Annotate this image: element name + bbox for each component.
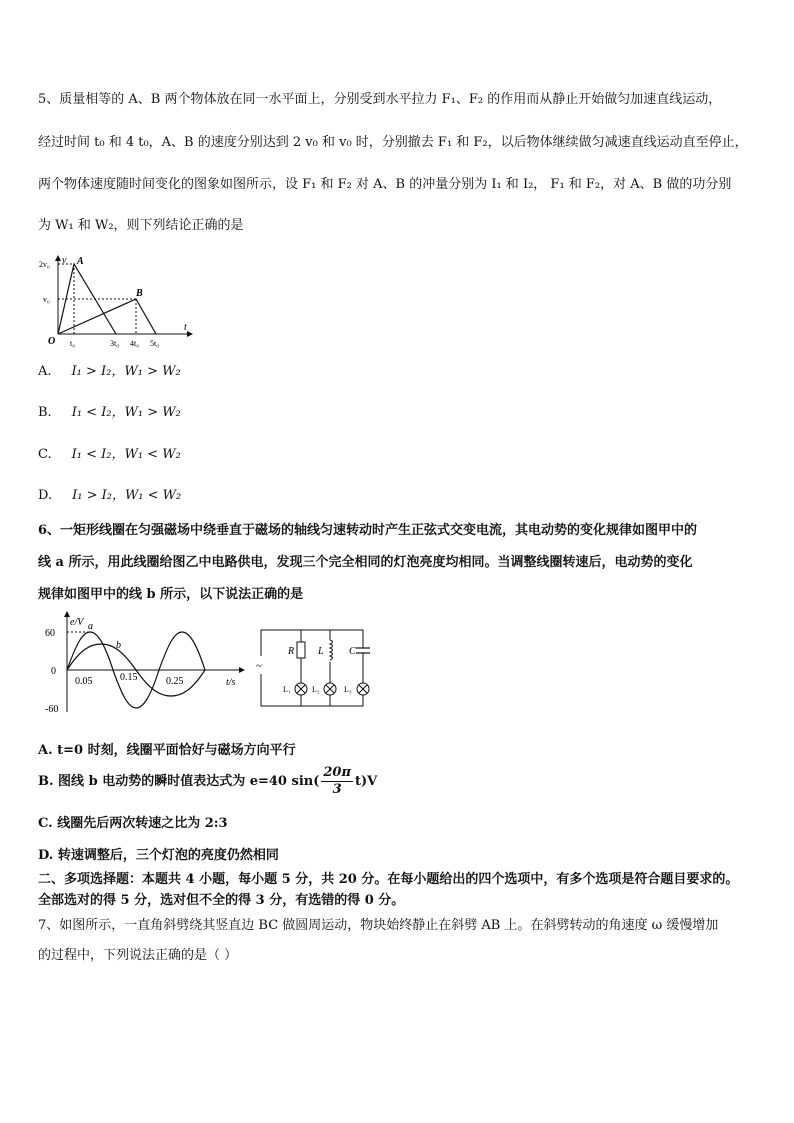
ac-source-symbol: ~ [256, 660, 262, 672]
fraction-denominator: 3 [332, 782, 342, 797]
q5-option-a[interactable] [38, 360, 181, 379]
option-text: 线圈先后两次转速之比为 2:3 [57, 816, 228, 831]
q6-line-3: 规律如图甲中的线 b 所示，以下说法正确的是 [38, 587, 304, 602]
option-text: I₁ > I₂，W₁ > W₂ [71, 364, 181, 379]
option-letter: C. [38, 816, 53, 831]
q5-vt-graph [36, 252, 196, 348]
section2-line-1: 二、多项选择题：本题共 4 小题，每小题 5 分，共 20 分。在每小题给出的四个选项中，有多个选项是符合题目要求的。 [38, 872, 739, 887]
q5-line-4: 为 W₁ 和 W₂，则下列结论正确的是 [38, 218, 244, 233]
y-tick-v0: v₀ [43, 295, 50, 304]
lamp-2-label: L₂ [312, 685, 320, 694]
point-A-label: A [77, 256, 84, 267]
q6-circuit-diagram [255, 626, 375, 710]
fraction-numerator: 20π [323, 765, 351, 780]
option-letter: D. [38, 848, 54, 863]
fraction [321, 765, 353, 798]
section2-line-2: 全部选对的得 5 分，选对但不全的得 3 分，有选错的得 0 分。 [38, 893, 405, 908]
q6-option-d[interactable] [38, 844, 279, 863]
q5-line-1: 5、质量相等的 A、B 两个物体放在同一水平面上，分别受到水平拉力 F₁、F₂ 的作用而从静止开始做匀加速直线运动， [38, 92, 722, 107]
q5-option-c[interactable] [38, 443, 181, 462]
curve-b-label: b [116, 640, 121, 651]
option-letter: B. [38, 405, 52, 420]
option-letter: A. [38, 743, 53, 758]
x-tick-0.15: 0.15 [120, 672, 138, 683]
option-text-pre: 图线 b 电动势的瞬时值表达式为 e=40 sin( [58, 774, 320, 789]
resistor-label: R [288, 646, 295, 657]
line-B [58, 299, 156, 334]
q7-line-2: 的过程中，下列说法正确的是（ ） [38, 948, 238, 963]
v-label: v [62, 255, 67, 266]
x-tick-0.25: 0.25 [166, 676, 184, 687]
option-text: 转速调整后，三个灯泡的亮度仍然相同 [57, 848, 279, 863]
origin-label: O [48, 336, 56, 347]
option-letter: D. [38, 488, 53, 503]
y-tick-60: 60 [45, 628, 55, 639]
y-tick-0: 0 [51, 666, 56, 677]
q5-option-d[interactable] [38, 484, 181, 503]
option-text: I₁ < I₂，W₁ > W₂ [71, 405, 181, 420]
lamp-3 [357, 683, 369, 695]
option-text: I₁ > I₂，W₁ < W₂ [72, 488, 182, 503]
lamp-1-label: L₁ [283, 685, 291, 694]
option-letter: A. [38, 364, 52, 379]
curve-a-label: a [88, 621, 93, 632]
inductor-label: L [318, 646, 324, 657]
y-axis-label: e/V [70, 617, 84, 628]
resistor [297, 642, 305, 658]
lamp-2 [324, 683, 336, 695]
point-B-label: B [136, 288, 143, 299]
q6-emf-graph [40, 608, 250, 720]
t-label: t [184, 322, 187, 333]
option-letter: B. [38, 774, 54, 789]
x-tick-5t0: 5t₀ [150, 339, 160, 348]
x-tick-4t0: 4t₀ [130, 339, 140, 348]
option-text: I₁ < I₂，W₁ < W₂ [71, 447, 181, 462]
q6-line-1: 6、一矩形线圈在匀强磁场中绕垂直于磁场的轴线匀速转动时产生正弦式交变电流，其电动势的变化规律如图甲中的 [38, 523, 698, 538]
lamp-3-label: L₃ [344, 685, 352, 694]
y-tick-2v0: 2v₀ [39, 260, 50, 269]
x-axis-label: t/s [226, 677, 236, 688]
q6-option-b[interactable] [38, 765, 377, 798]
x-tick-3t0: 3t₀ [110, 339, 120, 348]
q7-line-1: 7、如图所示，一直角斜劈绕其竖直边 BC 做圆周运动，物块始终静止在斜劈 AB 上。在斜劈转动的角速度 ω 缓慢增加 [38, 918, 719, 933]
outer-wire [261, 630, 363, 706]
y-tick-neg60: -60 [45, 704, 59, 715]
option-text: t=0 时刻，线圈平面恰好与磁场方向平行 [57, 743, 296, 758]
lamp-1 [295, 683, 307, 695]
q5-option-b[interactable] [38, 401, 181, 420]
q5-line-2: 经过时间 t₀ 和 4 t₀，A、B 的速度分别达到 2 v₀ 和 v₀ 时，分别撤去 F₁ 和 F₂，以后物体继续做匀减速直线运动直至停止， [38, 135, 748, 150]
option-letter: C. [38, 447, 52, 462]
x-tick-0.05: 0.05 [75, 676, 93, 687]
x-tick-t0: t₀ [70, 339, 76, 348]
q6-option-c[interactable] [38, 812, 228, 831]
q6-line-2: 线 a 所示，用此线圈给图乙中电路供电，发现三个完全相同的灯泡亮度均相同。当调整线圈转速后，电动势的变化 [38, 555, 693, 570]
option-text-post: t)V [354, 774, 378, 789]
q6-option-a[interactable] [38, 739, 296, 758]
capacitor-label: C [349, 646, 356, 657]
q5-line-3: 两个物体速度随时间变化的图象如图所示，设 F₁ 和 F₂ 对 A、B 的冲量分别为 I₁ 和 I₂， F₁ 和 F₂，对 A、B 做的功分别 [38, 177, 732, 192]
